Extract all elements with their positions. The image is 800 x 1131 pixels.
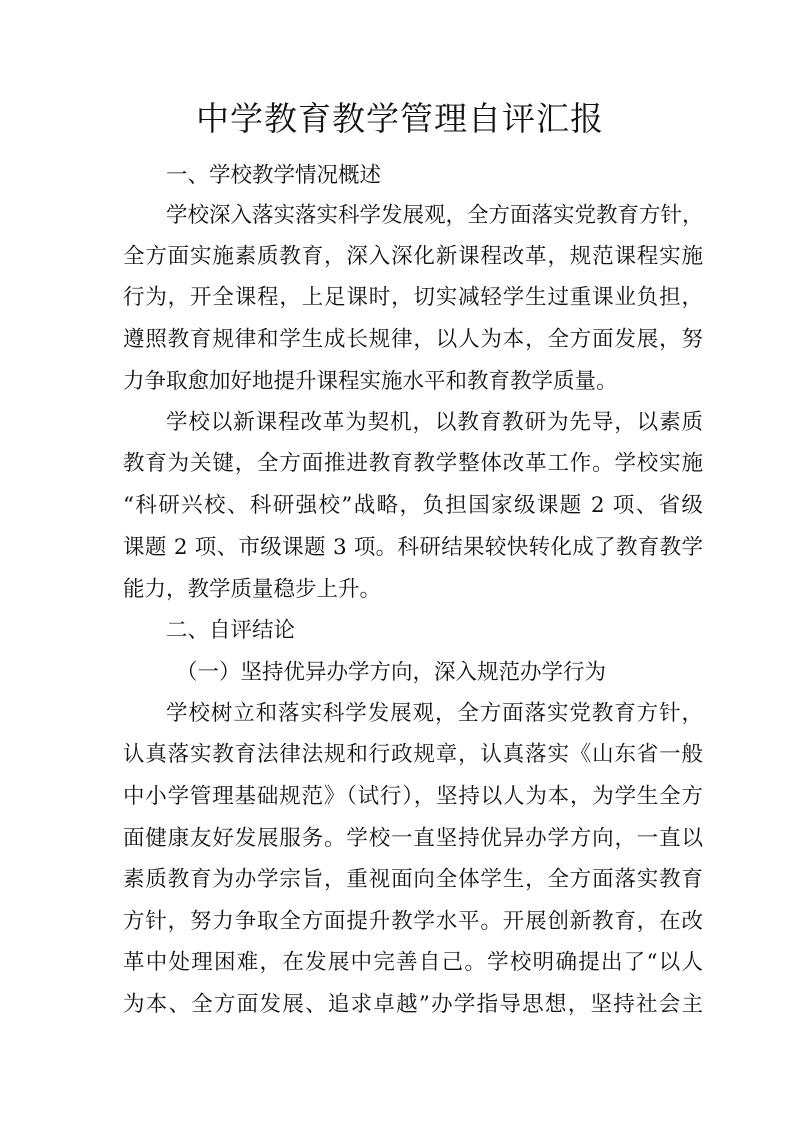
paragraph-line: 面健康友好发展服务。学校一直坚持优异办学方向，一直以: [123, 826, 703, 851]
document-title: 中学教育教学管理自评汇报: [196, 99, 604, 138]
paragraph-line: 革中处理困难，在发展中完善自己。学校明确提出了“以人: [123, 950, 703, 975]
section1-heading: 一、学校教学情况概述: [166, 163, 382, 188]
paragraph-line: 课题 2 项、市级课题 3 项。科研结果较快转化成了教育教学: [123, 535, 703, 560]
paragraph-line: 教育为关键，全方面推进教育教学整体改革工作。学校实施: [123, 451, 703, 476]
section2-subheading: （一）坚持优异办学方向，深入规范办学行为: [176, 660, 607, 685]
paragraph-line: 学校深入落实落实科学发展观，全方面落实党教育方针，: [166, 203, 704, 228]
paragraph-line: 为本、全方面发展、追求卓越”办学指导思想，坚持社会主: [123, 992, 703, 1017]
paragraph-line: 方针，努力争取全方面提升教学水平。开展创新教育，在改: [123, 909, 703, 934]
paragraph-line: 行为，开全课程，上足课时，切实减轻学生过重课业负担，: [123, 285, 703, 310]
section2-heading: 二、自评结论: [166, 618, 296, 643]
paragraph-line: 遵照教育规律和学生成长规律，以人为本，全方面发展，努: [123, 327, 703, 352]
paragraph-line: 能力，教学质量稳步上升。: [123, 577, 382, 602]
paragraph-line: 全方面实施素质教育，深入深化新课程改革，规范课程实施: [123, 244, 703, 269]
paragraph-line: 素质教育为办学宗旨，重视面向全体学生，全方面落实教育: [123, 867, 703, 892]
paragraph-line: 中小学管理基础规范》（试行），坚持以人为本，为学生全方: [123, 784, 703, 809]
paragraph-line: 认真落实教育法律法规和行政规章，认真落实《山东省一般: [123, 742, 703, 767]
paragraph-line: 学校树立和落实科学发展观，全方面落实党教育方针，: [166, 701, 703, 726]
paragraph-line: “科研兴校、科研强校”战略，负担国家级课题 2 项、省级: [123, 493, 703, 518]
paragraph-line: 学校以新课程改革为契机，以教育教研为先导，以素质: [166, 410, 703, 435]
paragraph-line: 力争取愈加好地提升课程实施水平和教育教学质量。: [123, 369, 618, 394]
